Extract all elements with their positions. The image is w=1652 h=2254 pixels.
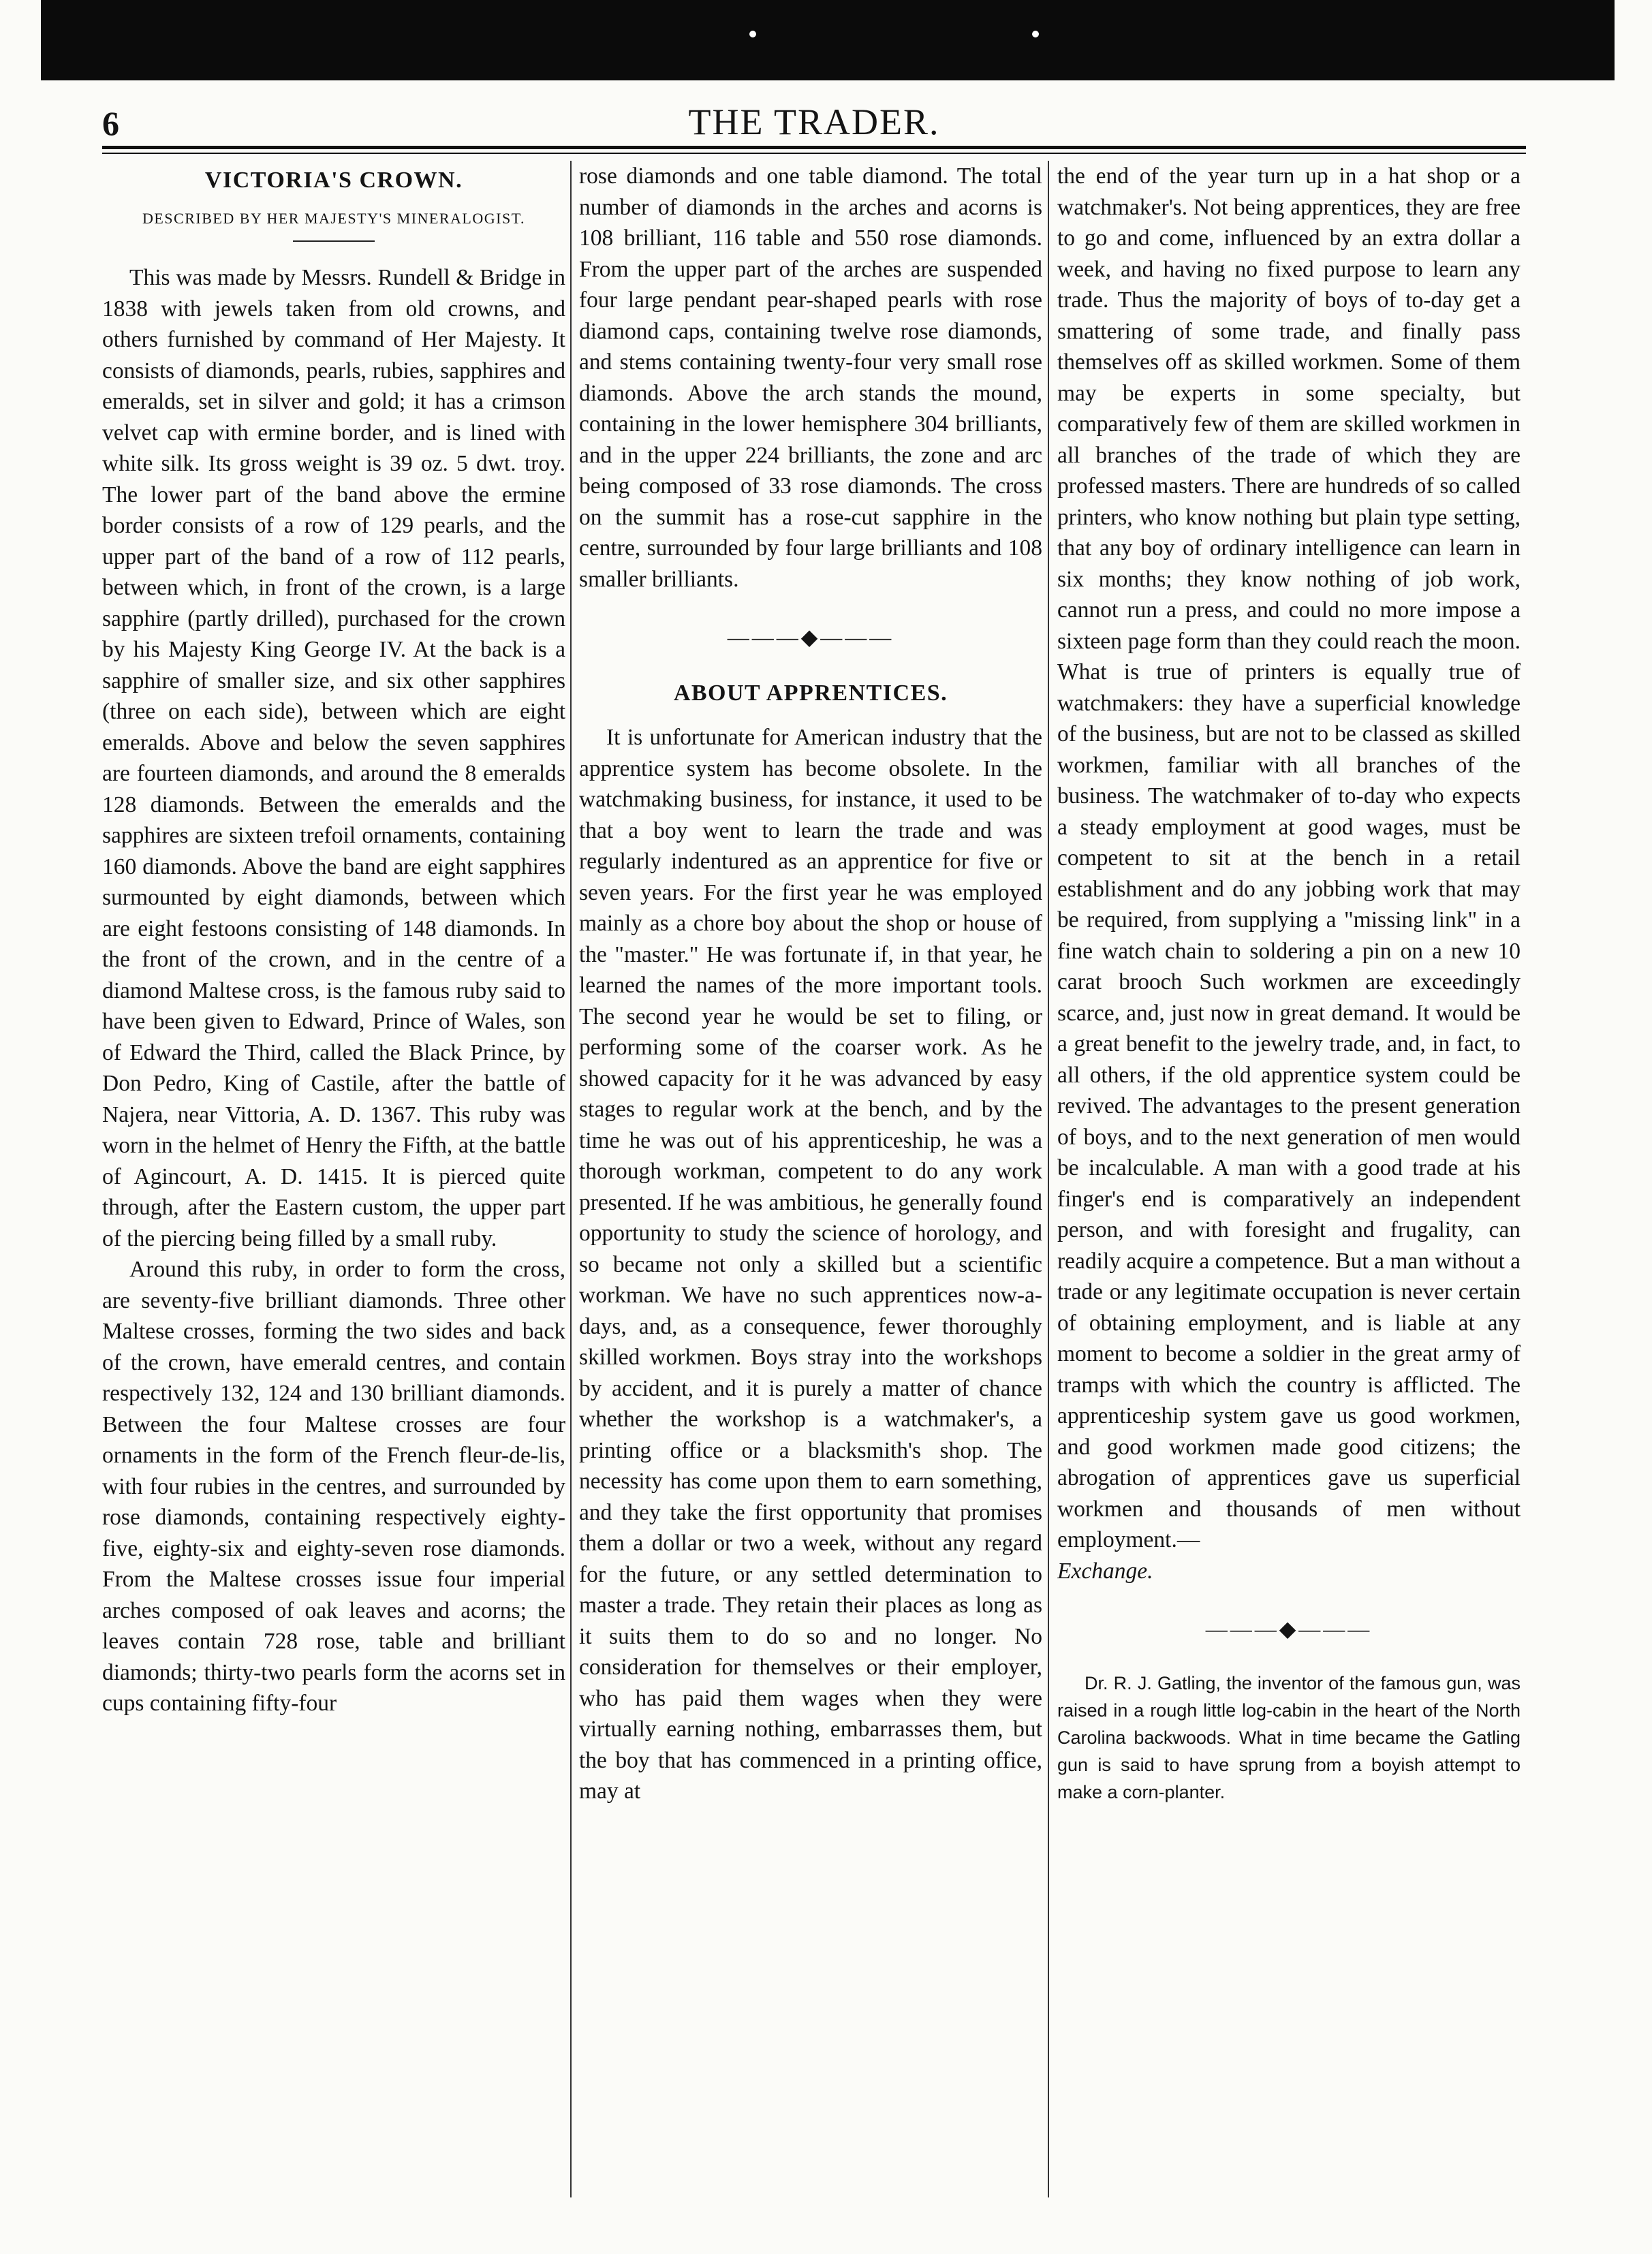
masthead-title: THE TRADER. [688,101,940,142]
column-divider [570,161,572,2197]
article-credit: Exchange. [1057,1558,1153,1584]
short-rule [293,240,375,242]
scan-speck [749,31,756,37]
column-1 [102,161,565,2197]
section-divider: ———◆——— [1205,1616,1373,1641]
article-headline-about-apprentices: ABOUT APPRENTICES. [673,680,948,706]
article-paragraph: rose diamonds and one table diamond. The total number of diamonds in the arches and acorns is 108 brilliant, 116 table and 550 rose diamonds. From the upper part of the arches are suspended four large pendant pear-shaped pearls with rose diamond caps, containing twelve rose diamonds, and stems containing twenty-four very small rose diamonds. Above the arch stands the mound, containing in the lower hemisphere 304 brilliants, and in the upper 224 brilliants, the zone and arc being composed of 33 rose diamonds. The cross on the summit has a rose-cut sapphire in the centre, surrounded by four large brilliants and 108 smaller brilliants. [579,163,1042,592]
article-paragraph: Around this ruby, in order to form the cross, are seventy-five brilliant diamonds. Three other Maltese crosses, forming the two sides and back of the crown, have emerald centres, and contain respectively 132, 124 and 130 brilliant diamonds. Between the four Maltese crosses are four ornaments in the form of the French fleur-de-lis, with four rubies in the centres, and surrounded by rose diamonds, containing respectively eighty-five, eighty-six and eighty-seven rose diamonds. From the Maltese crosses issue four imperial arches composed of oak leaves and acorns; the leaves contain 728 rose, table and brilliant diamonds; thirty-two pearls form the acorns set in cups containing fifty-four [102,1257,565,1716]
article-paragraph: This was made by Messrs. Rundell & Bridge in 1838 with jewels taken from old crowns, and others furnished by command of Her Majesty. It consists of diamonds, pearls, rubies, sapphires and emeralds, set in silver and gold; it has a crimson velvet cap with ermine border, and is lined with white silk. Its gross weight is 39 oz. 5 dwt. troy. The lower part of the band above the ermine border consists of a row of 129 pearls, and the upper part of the band of a row of 112 pearls, between which, in front of the crown, is a large sapphire (partly drilled), purchased for the crown by his Majesty King George IV. At the back is a sapphire of smaller size, and six other sapphires (three on each side), between which are eight emeralds. Above and below the seven sapphires are fourteen diamonds, and around the 8 emeralds 128 diamonds. Between the emeralds and the sapphires are sixteen trefoil ornaments, containing 160 diamonds. Above the band are eight sapphires surmounted by eight diamonds, between which are eight festoons consisting of 148 diamonds. In the front of the crown, and in the centre of a diamond Maltese cross, is the famous ruby said to have been given to Edward, Prince of Wales, son of Edward the Third, called the Black Prince, by Don Pedro, King of Castile, after the battle of Najera, near Vittoria, A. D. 1367. This ruby was worn in the helmet of Henry the Fifth, at the battle of Agincourt, A. D. 1415. It is pierced quite through, after the Eastern custom, the upper part of the piercing being filled by a small ruby. [102,265,565,1251]
page-number: 6 [102,104,119,142]
article-subhead: DESCRIBED BY HER MAJESTY'S MINERALOGIST. [142,209,526,227]
header-rule-thick [102,146,1526,149]
gatling-note [1057,1670,1521,1806]
scan-border-top [41,0,1615,80]
article-paragraph: the end of the year turn up in a hat shop or a watchmaker's. Not being apprentices, they are free to go and come, influenced by an extra dollar a week, and having no fixed purpose to learn any trade. Thus the majority of boys of to-day get a smattering of some trade, and finally pass themselves off as skilled workmen. Some of them may be experts in some specialty, but comparatively few of them are skilled workmen in all branches of the trade of which they are professed masters. There are hundreds of so called printers, who know nothing but plain type setting, that any boy of ordinary intelligence can learn in six months; they know nothing of job work, cannot run a press, and could no more impose a sixteen page form than they could reach the moon. What is true of printers is equally true of watchmakers: they have a superficial knowledge of the business, but are not to be classed as skilled workmen, familiar with all branches of the business. The watchmaker of to-day who expects a steady employment at good wages, must be competent to sit at the bench in a retail establishment and do any jobbing work that may be required, from supplying a "missing link" in a fine watch chain to soldering a pin on a new 10 carat brooch Such workmen are exceedingly scarce, and, just now in great demand. It would be a great benefit to the jewelry trade, and, in fact, to all others, if the old apprentice system could be revived. The advantages to the present generation of boys, and to the next generation of men would be incalculable. A man with a good trade at his finger's end is comparatively an independent person, and with foresight and frugality, can readily acquire a competence. But a man without a trade or any legitimate occupation is never certain of obtaining employment, and is liable at any moment to become a soldier in the great army of tramps with which the country is afflicted. The apprenticeship system gave us good workmen, and good workmen made good citizens; the abrogation of apprentices gave us superficial workmen and thousands of men without employment.— [1057,163,1521,1552]
article-paragraph: Dr. R. J. Gatling, the inventor of the famous gun, was raised in a rough little log-cabin in the heart of the North Carolina backwoods. What in time became the Gatling gun is said to have sprung from a boyish attempt to make a corn-planter. [1057,1672,1521,1802]
article-headline-victorias-crown: VICTORIA'S CROWN. [204,168,463,193]
column-3 [1057,161,1521,2197]
page-header [102,97,1526,144]
column-2 [579,161,1042,2197]
article-paragraph: It is unfortunate for American industry that the apprentice system has become obsolete. In the watchmaking business, for instance, it used to be that a boy went to learn the trade and was regularly indentured as an apprentice for five or seven years. For the first year he was employed mainly as a chore boy about the shop or house of the "master." He was fortunate if, in that year, he learned the names of the more important tools. The second year he would be set to filing, or performing some of the coarser work. As he showed capacity for it he was advanced by easy stages to regular work at the bench, and by the time he was out of his apprenticeship, he was a thorough workman, competent to do any work presented. If he was ambitious, he generally found opportunity to study the science of horology, and so became not only a skilled but a scientific workman. We have no such apprentices now-a-days, and, as a consequence, fewer thoroughly skilled workmen. Boys stray into the workshops by accident, and it is purely a matter of chance whether the workshop is a watchmaker's, a printing office or a blacksmith's shop. The necessity has come upon them to earn something, and they take the first opportunity that promises them a dollar or two a week, without any regard for the future, or any settled determination to master a trade. They retain their places as long as it suits them to do so and no longer. No consideration for themselves or their employer, who has paid them wages when they were virtually earning nothing, embarrasses them, but the boy that has commenced in a printing office, may at [579,725,1042,1804]
section-divider: ———◆——— [727,625,894,649]
scan-speck [1032,31,1039,37]
column-divider [1048,161,1049,2197]
header-rule-thin [102,153,1526,154]
